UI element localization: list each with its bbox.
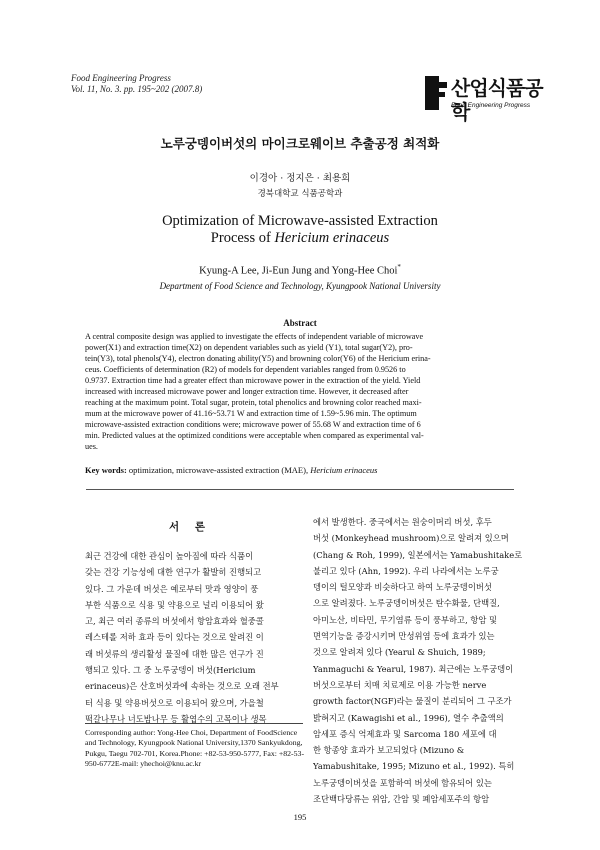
authors-english-names: Kyung-A Lee, Ji-Eun Jung and Yong-Hee Choi: [199, 265, 398, 277]
abstract-line: reaching at the maximum point. Total sugar, protein, total phenolics and browning color reached maxi-: [85, 398, 422, 408]
page-number: 195: [293, 812, 307, 822]
abstract-divider: [86, 489, 514, 490]
body-text-line: (Chang & Roh, 1999), 일본에서는 Yamabushitake로: [313, 549, 523, 560]
body-left-column: [85, 548, 303, 727]
body-text-line: 노루궁뎅이버섯을 포함하여 버섯에 함유되어 있는: [313, 777, 492, 788]
title-english-line1: Optimization of Microwave-assisted Extraction: [162, 213, 438, 229]
logo-english: Food Engineering Progress: [451, 102, 531, 109]
authors-english: [0, 263, 600, 277]
section-heading-introduction: 서 론: [169, 521, 211, 533]
body-text-line: 불리고 있다 (Ahn, 1992). 우리 나라에서는 노루궁: [313, 565, 499, 576]
body-text-line: 터 식용 및 약용버섯으로 이용되어 왔으며, 가을철: [85, 697, 264, 708]
abstract-line: A central composite design was applied to investigate the effects of independent variable of microwave: [85, 332, 424, 341]
body-text-line: 면역기능을 증강시키며 만성위염 등에 효과가 있는: [313, 631, 495, 642]
journal-issue: Vol. 11, No. 3. pp. 195~202 (2007.8): [71, 84, 203, 94]
abstract-line: 0.9737. Extraction time had a greater effect than microwave power in the extraction of the yield. Yield: [85, 376, 421, 386]
abstract-line: min. Predicted values at the optimized conditions were acceptable when compared as experimental val-: [85, 431, 424, 441]
title-line2-prefix: Process of: [210, 230, 275, 246]
body-text-line: 버섯 (Monkeyhead mushroom)으로 알려져 있으며: [313, 533, 509, 544]
corresponding-mark: *: [397, 263, 401, 271]
journal-logo: [425, 76, 547, 124]
body-text-line: 떡갈나무나 너도밤나무 등 활엽수의 고목이나 생목: [85, 713, 267, 724]
body-text-line: growth factor(NGF)라는 물질이 분리되어 그 구조가: [313, 696, 512, 707]
body-right-column: [313, 514, 535, 807]
abstract-line: microwave-assisted extraction conditions were; microwave power of 55.68 W and extraction time of 6: [85, 420, 421, 430]
body-text-line: 조단백다당류는 위암, 간암 및 폐암세포주의 항암: [313, 794, 490, 805]
correspondence-line: E-mail: yhechoi@knu.ac.kr: [114, 759, 202, 769]
keywords-text: optimization, microwave-assisted extraction (MAE),: [126, 465, 311, 475]
correspondence-line: 1370 Sankyukdong, Pukgu, Taegu 702-701, Korea.: [85, 738, 303, 758]
abstract-line: ues.: [85, 442, 98, 452]
body-text-line: 뎅이의 털모양과 비슷하다고 하여 노루궁뎅이버섯: [313, 582, 492, 593]
body-text-line: 것으로 알려져 있다 (Yearul & Shuich, 1989;: [313, 647, 486, 658]
correspondence-footnote: [85, 728, 305, 770]
abstract-line: power(X1) and extraction time(X2) on dependent variables such as yield (Y1), total sugar(Y2), pro-: [85, 343, 413, 353]
logo-mark-icon: [425, 76, 439, 110]
body-text-line: 부한 식품으로 식용 및 약용으로 널리 이용되어 왔: [85, 599, 264, 610]
body-text-line: 버섯으로부터 치매 치료제로 이용 가능한 nerve: [313, 679, 487, 690]
affiliation-korean: 경북대학교 식품공학과: [257, 189, 343, 199]
logo-korean: 산업식품공학: [451, 76, 543, 124]
body-text-line: 아미노산, 비타민, 무기염류 등이 풍부하고, 항암 및: [313, 614, 498, 625]
body-text-line: 레스테롤 저하 효과 등이 있다는 것으로 알려진 이: [85, 632, 264, 643]
keywords-species: Hericium erinaceus: [310, 465, 378, 475]
keywords-label: Key words:: [85, 465, 127, 475]
body-text-line: 있다. 그 가운데 버섯은 예로부터 맛과 영양이 풍: [85, 583, 259, 594]
abstract-line: tein(Y3), total phenols(Y4), electron donating ability(Y5) and browning color(Y6) of the Hericium erina-: [85, 354, 431, 364]
title-line2-species: Hericium erinaceus: [274, 230, 390, 246]
keywords: [85, 465, 515, 475]
authors-korean: 이경아 · 정지은 · 최용희: [249, 173, 351, 184]
abstract-heading: Abstract: [283, 318, 317, 328]
body-text-line: 한 항종양 효과가 보고되었다 (Mizuno &: [313, 745, 465, 756]
abstract-line: increased with increased microwave power and longer extraction time. However, it decreased after: [85, 387, 409, 397]
body-text-line: 에서 발생한다. 중국에서는 원숭이머리 버섯, 후두: [313, 517, 492, 527]
correspondence-line: Phone: +82-53-950-5777, Fax: +82-53-950-6772: [85, 748, 305, 769]
body-text-line: 행되고 있다. 그 중 노루궁뎅이 버섯(Hericium: [85, 665, 256, 676]
body-text-line: erinaceus)은 산호버섯과에 속하는 것으로 오래 전부: [85, 681, 279, 692]
body-text-line: 래 버섯류의 생리활성 물질에 대한 많은 연구가 진: [85, 648, 264, 659]
title-english-line2: [0, 230, 600, 247]
correspondence-line: Corresponding author: Yong-Hee Choi, Department of Food: [85, 728, 273, 737]
body-text-line: Yanmaguchi & Yearul, 1987). 최근에는 노루궁뎅이: [313, 663, 514, 674]
title-english: [0, 213, 600, 247]
abstract-line: mum at the microwave power of 41.16~53.71 W and extraction time of 1.59~5.96 min. The optimum: [85, 409, 417, 419]
abstract-line: ceus. Coefficients of determination (R2) of models for dependent variables ranged from 0.9526 to: [85, 365, 406, 375]
footnote-divider: [85, 723, 303, 724]
correspondence-line: Science and Technology, Kyungpook National University,: [85, 728, 298, 748]
body-text-line: 밝혀지고 (Kawagishi et al., 1996), 열수 추출액의: [313, 712, 504, 723]
body-text-line: Yamabushitake, 1995; Mizuno et al., 1992). 특히: [313, 761, 515, 772]
affiliation-english: Department of Food Science and Technology, Kyungpook National University: [159, 281, 441, 291]
body-text-line: 고, 최근 여러 종류의 버섯에서 항암효과와 혈중콜: [85, 616, 264, 627]
body-text-line: 으로 알려졌다. 노루궁뎅이버섯은 탄수화물, 단백질,: [313, 598, 500, 609]
abstract-body: [85, 331, 515, 453]
body-text-line: 갖는 건강 기능성에 대한 연구가 활발히 진행되고: [85, 567, 262, 578]
body-text-line: 암세포 증식 억제효과 및 Sarcoma 180 세포에 대: [313, 728, 497, 739]
body-text-line: 최근 건강에 대한 관심이 높아짐에 따라 식품이: [85, 551, 254, 561]
title-korean: 노루궁뎅이버섯의 마이크로웨이브 추출공정 최적화: [160, 136, 440, 151]
journal-info: [71, 73, 202, 95]
journal-name: Food Engineering Progress: [71, 73, 171, 83]
